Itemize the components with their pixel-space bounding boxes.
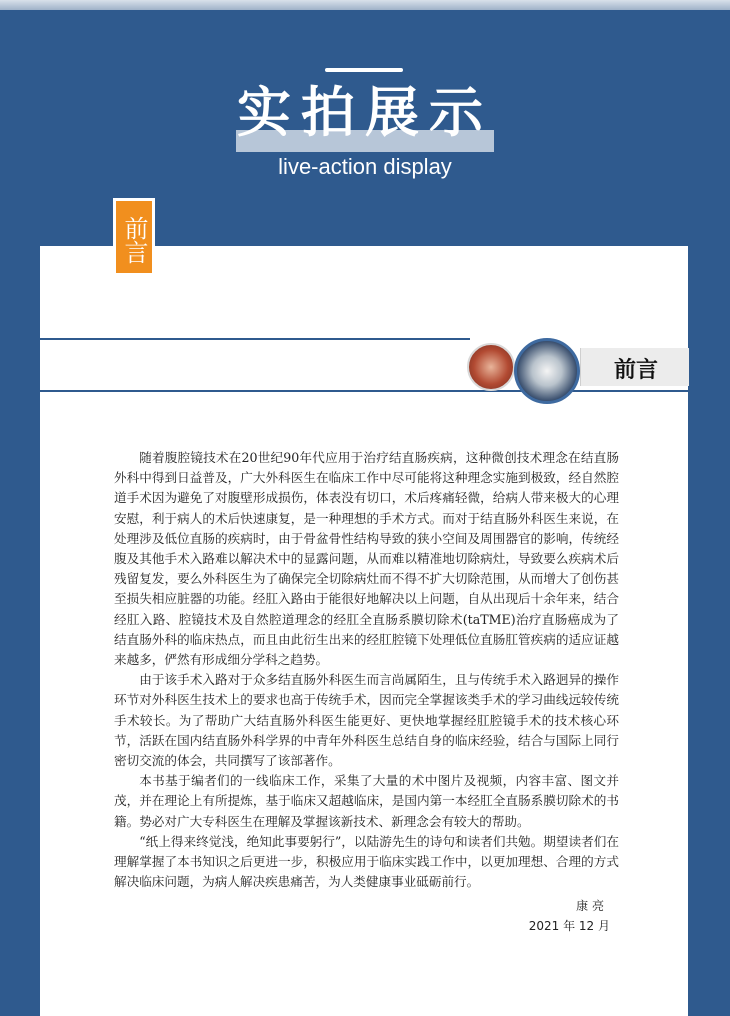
banner-title: 实拍展示 xyxy=(237,81,493,144)
paragraph: 随着腹腔镜技术在20世纪90年代应用于治疗结直肠疾病，这种微创技术理念在结直肠外科中得到日益普及，广大外科医生在临床工作中尽可能将这种理念实施到极致，经自然腔道手术因为避免了对腹壁形成损伤，体表没有切口，术后疼痛轻微，给病人带来极大的心理安慰，利于病人的术后快速康复，是一种理想的手术方式。而对于结直肠外科医生来说，在处理涉及低位直肠的疾病时，由于骨盆骨性结构导致的狭小空间及周围器官的影响，传统经腹及其他手术入路难以解决术中的显露问题，从而难以精准地切除病灶，导致要么疾病术后残留复发，要么外科医生为了确保完全切除病灶而不得不扩大切除范围，从而增大了创伤甚至损失相应脏器的功能。经肛入路由于能很好地解决以上问题，自从出现后十余年来，结合经肛入路、腔镜技术及自然腔道理念的经肛全直肠系膜切除术(taTME)治疗直肠癌成为了结直肠外科的临床热点，而且由此衍生出来的经肛腔镜下处理低位直肠肛管疾病的适应证越来越多，俨然有形成细分学科之趋势。 xyxy=(114,450,619,668)
chapter-header-band xyxy=(40,338,688,392)
endoscopic-photo-icon xyxy=(514,338,580,404)
preface-body xyxy=(114,448,619,892)
signature-date: 2021 年 12 月 xyxy=(528,919,610,933)
banner-subtitle: live-action display xyxy=(278,154,452,179)
chapter-title: 前言 xyxy=(614,358,659,383)
paragraph: 本书基于编者们的一线临床工作，采集了大量的术中图片及视频，内容丰富、图文并茂，并在理论上有所提炼，基于临床又超越临床，是国内第一本经肛全直肠系膜切除术的书籍。势必对广大专科医生在理解及掌握该新技术、新理念会有较大的帮助。 xyxy=(114,773,619,829)
section-tag: 前言 xyxy=(113,198,155,276)
author-name: 康 亮 xyxy=(576,899,604,913)
title-dash xyxy=(325,68,403,72)
signature-block xyxy=(520,896,610,936)
paragraph: 由于该手术入路对于众多结直肠外科医生而言尚属陌生，且与传统手术入路迥异的操作环节对外科医生技术上的要求也高于传统手术，因而完全掌握该类手术的学习曲线远较传统手术较长。为了帮助广大结直肠外科医生能更好、更快地掌握经肛腔镜手术的技术核心环节，活跃在国内结直肠外科学界的中青年外科医生总结自身的临床经验，结合与国际上同行密切交流的体会，共同撰写了该部著作。 xyxy=(114,672,619,769)
paragraph: “纸上得来终觉浅，绝知此事要躬行”，以陆游先生的诗句和读者们共勉。期望读者们在理解掌握了本书知识之后更进一步，积极应用于临床实践工作中，以更加理想、合理的方式解决临床问题，为病人解决疾患痛苦，为人类健康事业砥砺前行。 xyxy=(114,833,619,890)
specimen-photo-icon xyxy=(467,343,515,391)
top-strip xyxy=(0,0,730,10)
